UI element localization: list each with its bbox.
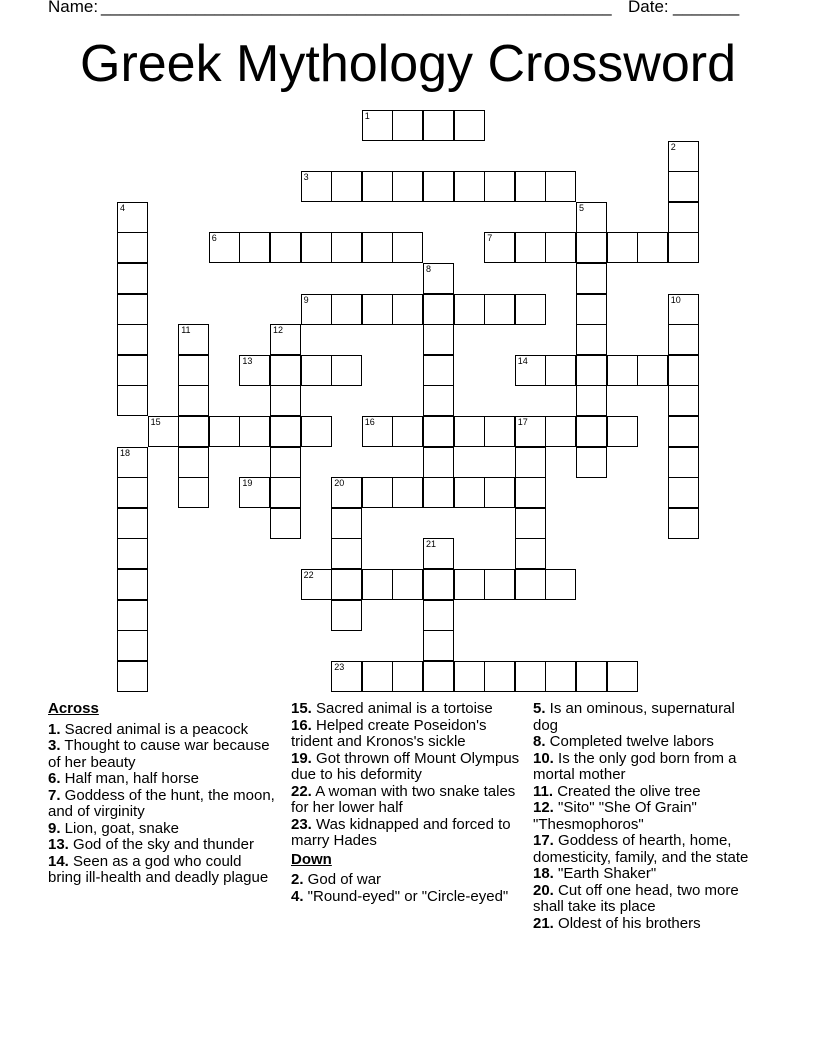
across-clue: 16. Helped create Poseidon's trident and Kronos's sickle: [291, 716, 487, 750]
grid-cell[interactable]: [117, 355, 148, 386]
grid-cell[interactable]: [392, 569, 423, 600]
grid-cell[interactable]: [545, 569, 576, 600]
grid-cell[interactable]: [362, 569, 393, 600]
down-clue: 8. Completed twelve labors: [533, 733, 714, 750]
grid-cell[interactable]: [576, 355, 607, 386]
grid-cell[interactable]: [515, 477, 546, 508]
grid-cell[interactable]: [117, 385, 148, 416]
down-clue: 21. Oldest of his brothers: [533, 914, 701, 932]
grid-cell[interactable]: [668, 416, 699, 447]
clues-column-1: [48, 701, 278, 887]
down-clue: 2. God of war: [291, 871, 382, 888]
page-title: Greek Mythology Crossword: [80, 35, 736, 93]
clue-number: 20: [334, 478, 345, 489]
grid-cell[interactable]: [117, 324, 148, 355]
grid-cell[interactable]: [239, 355, 270, 386]
grid-cell[interactable]: [239, 232, 270, 263]
grid-cell[interactable]: [668, 385, 699, 416]
grid-cell[interactable]: [668, 171, 699, 202]
grid-cell[interactable]: [576, 324, 607, 355]
grid-cell[interactable]: [607, 661, 638, 692]
grid-cell[interactable]: [301, 294, 332, 325]
grid-cell[interactable]: [392, 661, 423, 692]
clues-column-2: [291, 701, 521, 905]
grid-cell[interactable]: [392, 416, 423, 447]
grid-cell[interactable]: [392, 171, 423, 202]
grid-cell[interactable]: [117, 508, 148, 539]
grid-cell[interactable]: [484, 232, 515, 263]
clue-number: 11: [181, 325, 191, 336]
grid-cell[interactable]: [668, 355, 699, 386]
grid-cell[interactable]: [515, 661, 546, 692]
across-clue: 3. Thought to cause war because of her beauty: [48, 737, 270, 771]
clue-number: 4: [120, 202, 126, 213]
clue-number: 15: [150, 417, 161, 427]
grid-cell[interactable]: [423, 385, 454, 416]
grid-cell[interactable]: [331, 661, 362, 692]
grid-cell[interactable]: [270, 232, 301, 263]
clue-number: 19: [242, 478, 253, 489]
grid-cell[interactable]: [331, 600, 362, 631]
clue-number: 12: [273, 325, 284, 336]
grid-cell[interactable]: [117, 447, 148, 478]
grid-cell[interactable]: [331, 538, 362, 569]
grid-cell[interactable]: [576, 294, 607, 325]
grid-cell[interactable]: [270, 477, 301, 508]
grid-cell[interactable]: [423, 447, 454, 478]
name-label: Name:: [48, 0, 99, 16]
grid-cell[interactable]: [576, 202, 607, 233]
grid-cell[interactable]: [423, 324, 454, 355]
grid-cell[interactable]: [178, 477, 209, 508]
grid-cell[interactable]: [515, 294, 546, 325]
grid-cell[interactable]: [668, 477, 699, 508]
grid-cell[interactable]: [576, 416, 607, 447]
grid-cell[interactable]: [148, 416, 179, 447]
grid-cell[interactable]: [423, 569, 454, 600]
clue-number: 3: [303, 172, 309, 183]
grid-cell[interactable]: [545, 661, 576, 692]
down-clue: 12. "Sito" "She Of Grain" "Thesmophoros": [533, 799, 697, 833]
grid-cell[interactable]: [301, 171, 332, 202]
grid-cell[interactable]: [515, 232, 546, 263]
grid-cell[interactable]: [117, 232, 148, 263]
grid-cell[interactable]: [423, 630, 454, 661]
grid-cell[interactable]: [454, 661, 485, 692]
grid-cell[interactable]: [423, 294, 454, 325]
grid-cell[interactable]: [515, 416, 546, 447]
grid-cell[interactable]: [607, 232, 638, 263]
across-clue: 22. A woman with two snake tales for her lower half: [291, 782, 516, 816]
grid-cell[interactable]: [423, 661, 454, 692]
grid-cell[interactable]: [117, 294, 148, 325]
across-clue: 9. Lion, goat, snake: [48, 819, 179, 837]
grid-cell[interactable]: [301, 416, 332, 447]
grid-cell[interactable]: [209, 232, 240, 263]
grid-cell[interactable]: [668, 202, 699, 233]
clue-number: 21: [426, 539, 437, 550]
clue-number: 18: [120, 447, 131, 458]
grid-cell[interactable]: [515, 447, 546, 478]
grid-cell[interactable]: [576, 232, 607, 263]
clue-number: 6: [211, 233, 217, 244]
grid-cell[interactable]: [331, 171, 362, 202]
grid-cell[interactable]: [331, 294, 362, 325]
grid-cell[interactable]: [362, 661, 393, 692]
across-clue: 1. Sacred animal is a peacock: [48, 720, 249, 738]
clue-number: 22: [303, 570, 314, 580]
grid-cell[interactable]: [484, 294, 515, 325]
down-clue: 18. "Earth Shaker": [533, 865, 657, 882]
grid-cell[interactable]: [484, 569, 515, 600]
grid-cell[interactable]: [392, 110, 423, 141]
grid-cell[interactable]: [454, 477, 485, 508]
name-field[interactable]: ______________________________________________________: [101, 0, 612, 16]
grid-cell[interactable]: [362, 294, 393, 325]
grid-cell[interactable]: [484, 171, 515, 202]
clue-number: 23: [334, 661, 345, 672]
grid-cell[interactable]: [117, 477, 148, 508]
grid-cell[interactable]: [270, 324, 301, 355]
grid-cell[interactable]: [117, 600, 148, 631]
grid-cell[interactable]: [301, 355, 332, 386]
grid-cell[interactable]: [178, 416, 209, 447]
across-clue: 6. Half man, half horse: [48, 770, 199, 787]
down-heading: Down: [291, 850, 332, 868]
clue-number: 14: [517, 355, 528, 366]
grid-cell[interactable]: [545, 416, 576, 447]
grid-cell[interactable]: [515, 355, 546, 386]
across-clue: 13. God of the sky and thunder: [48, 836, 254, 853]
grid-cell[interactable]: [178, 447, 209, 478]
grid-cell[interactable]: [270, 385, 301, 416]
clue-number: 1: [364, 111, 370, 121]
clue-number: 9: [303, 294, 309, 305]
across-clue: 14. Seen as a god who could bring ill-health and deadly plague: [48, 852, 269, 886]
grid-cell[interactable]: [178, 385, 209, 416]
clue-number: 17: [517, 417, 528, 427]
grid-cell[interactable]: [454, 416, 485, 447]
grid-cell[interactable]: [423, 416, 454, 447]
grid-cell[interactable]: [362, 232, 393, 263]
grid-cell[interactable]: [423, 600, 454, 631]
grid-cell[interactable]: [454, 569, 485, 600]
clue-number: 16: [364, 417, 375, 427]
across-clue: 15. Sacred animal is a tortoise: [291, 700, 493, 717]
grid-cell[interactable]: [668, 324, 699, 355]
clue-number: 10: [670, 294, 681, 305]
grid-cell[interactable]: [331, 477, 362, 508]
grid-cell[interactable]: [392, 232, 423, 263]
grid-cell[interactable]: [270, 355, 301, 386]
grid-cell[interactable]: [331, 232, 362, 263]
grid-cell[interactable]: [545, 232, 576, 263]
grid-cell[interactable]: [270, 447, 301, 478]
grid-cell[interactable]: [484, 661, 515, 692]
down-clue: 4. "Round-eyed" or "Circle-eyed": [291, 887, 509, 905]
down-clue: 17. Goddess of hearth, home, domesticity, family, and the state: [533, 832, 749, 866]
grid-cell[interactable]: [484, 477, 515, 508]
grid-cell[interactable]: [209, 416, 240, 447]
grid-cell[interactable]: [117, 202, 148, 233]
down-clue: 11. Created the olive tree: [533, 782, 701, 800]
grid-cell[interactable]: [607, 355, 638, 386]
grid-cell[interactable]: [301, 232, 332, 263]
grid-cell[interactable]: [423, 110, 454, 141]
grid-cell[interactable]: [668, 447, 699, 478]
grid-cell[interactable]: [423, 171, 454, 202]
grid-cell[interactable]: [239, 416, 270, 447]
grid-cell[interactable]: [484, 416, 515, 447]
across-clue: 19. Got thrown off Mount Olympus due to his deformity: [291, 749, 520, 783]
clue-number: 7: [487, 233, 493, 244]
grid-cell[interactable]: [576, 661, 607, 692]
grid-cell[interactable]: [117, 661, 148, 692]
grid-cell[interactable]: [270, 416, 301, 447]
down-clue: 20. Cut off one head, two more shall take its place: [533, 881, 739, 915]
grid-cell[interactable]: [637, 232, 668, 263]
grid-cell[interactable]: [331, 355, 362, 386]
grid-cell[interactable]: [515, 538, 546, 569]
grid-cell[interactable]: [545, 355, 576, 386]
clues-column-3: [533, 701, 763, 932]
grid-cell[interactable]: [301, 569, 332, 600]
grid-cell[interactable]: [239, 477, 270, 508]
grid-cell[interactable]: [576, 385, 607, 416]
grid-cell[interactable]: [392, 477, 423, 508]
grid-cell[interactable]: [515, 569, 546, 600]
clue-number: 8: [426, 264, 432, 274]
date-field[interactable]: _______: [673, 0, 740, 16]
grid-cell[interactable]: [423, 477, 454, 508]
grid-cell[interactable]: [515, 171, 546, 202]
grid-cell[interactable]: [331, 569, 362, 600]
grid-cell[interactable]: [362, 416, 393, 447]
grid-cell[interactable]: [454, 171, 485, 202]
grid-cell[interactable]: [423, 263, 454, 294]
grid-cell[interactable]: [362, 477, 393, 508]
down-clue: 10. Is the only god born from a mortal mother: [533, 749, 737, 783]
grid-cell[interactable]: [423, 538, 454, 569]
grid-cell[interactable]: [423, 355, 454, 386]
date-label: Date:: [628, 0, 669, 16]
grid-cell[interactable]: [331, 508, 362, 539]
grid-cell[interactable]: [117, 569, 148, 600]
grid-cell[interactable]: [545, 171, 576, 202]
grid-cell[interactable]: [607, 416, 638, 447]
grid-cell[interactable]: [270, 508, 301, 539]
across-heading: Across: [48, 700, 99, 717]
grid-cell[interactable]: [668, 141, 699, 172]
grid-cell[interactable]: [178, 324, 209, 355]
grid-cell[interactable]: [576, 263, 607, 294]
grid-cell[interactable]: [668, 294, 699, 325]
clue-number: 13: [242, 355, 253, 366]
down-clue: 5. Is an ominous, supernatural dog: [533, 700, 735, 734]
grid-cell[interactable]: [576, 447, 607, 478]
grid-cell[interactable]: [668, 508, 699, 539]
grid-cell[interactable]: [362, 110, 393, 141]
grid-cell[interactable]: [178, 355, 209, 386]
grid-cell[interactable]: [392, 294, 423, 325]
grid-cell[interactable]: [515, 508, 546, 539]
grid-cell[interactable]: [668, 232, 699, 263]
grid-cell[interactable]: [454, 110, 485, 141]
grid-cell[interactable]: [117, 538, 148, 569]
grid-cell[interactable]: [117, 263, 148, 294]
across-clue: 23. Was kidnapped and forced to marry Hades: [291, 815, 511, 849]
clue-number: 5: [579, 202, 585, 213]
across-clue: 7. Goddess of the hunt, the moon, and of virginity: [48, 786, 275, 820]
clue-number: 2: [670, 141, 676, 152]
grid-cell[interactable]: [117, 630, 148, 661]
grid-cell[interactable]: [637, 355, 668, 386]
grid-cell[interactable]: [362, 171, 393, 202]
grid-cell[interactable]: [454, 294, 485, 325]
